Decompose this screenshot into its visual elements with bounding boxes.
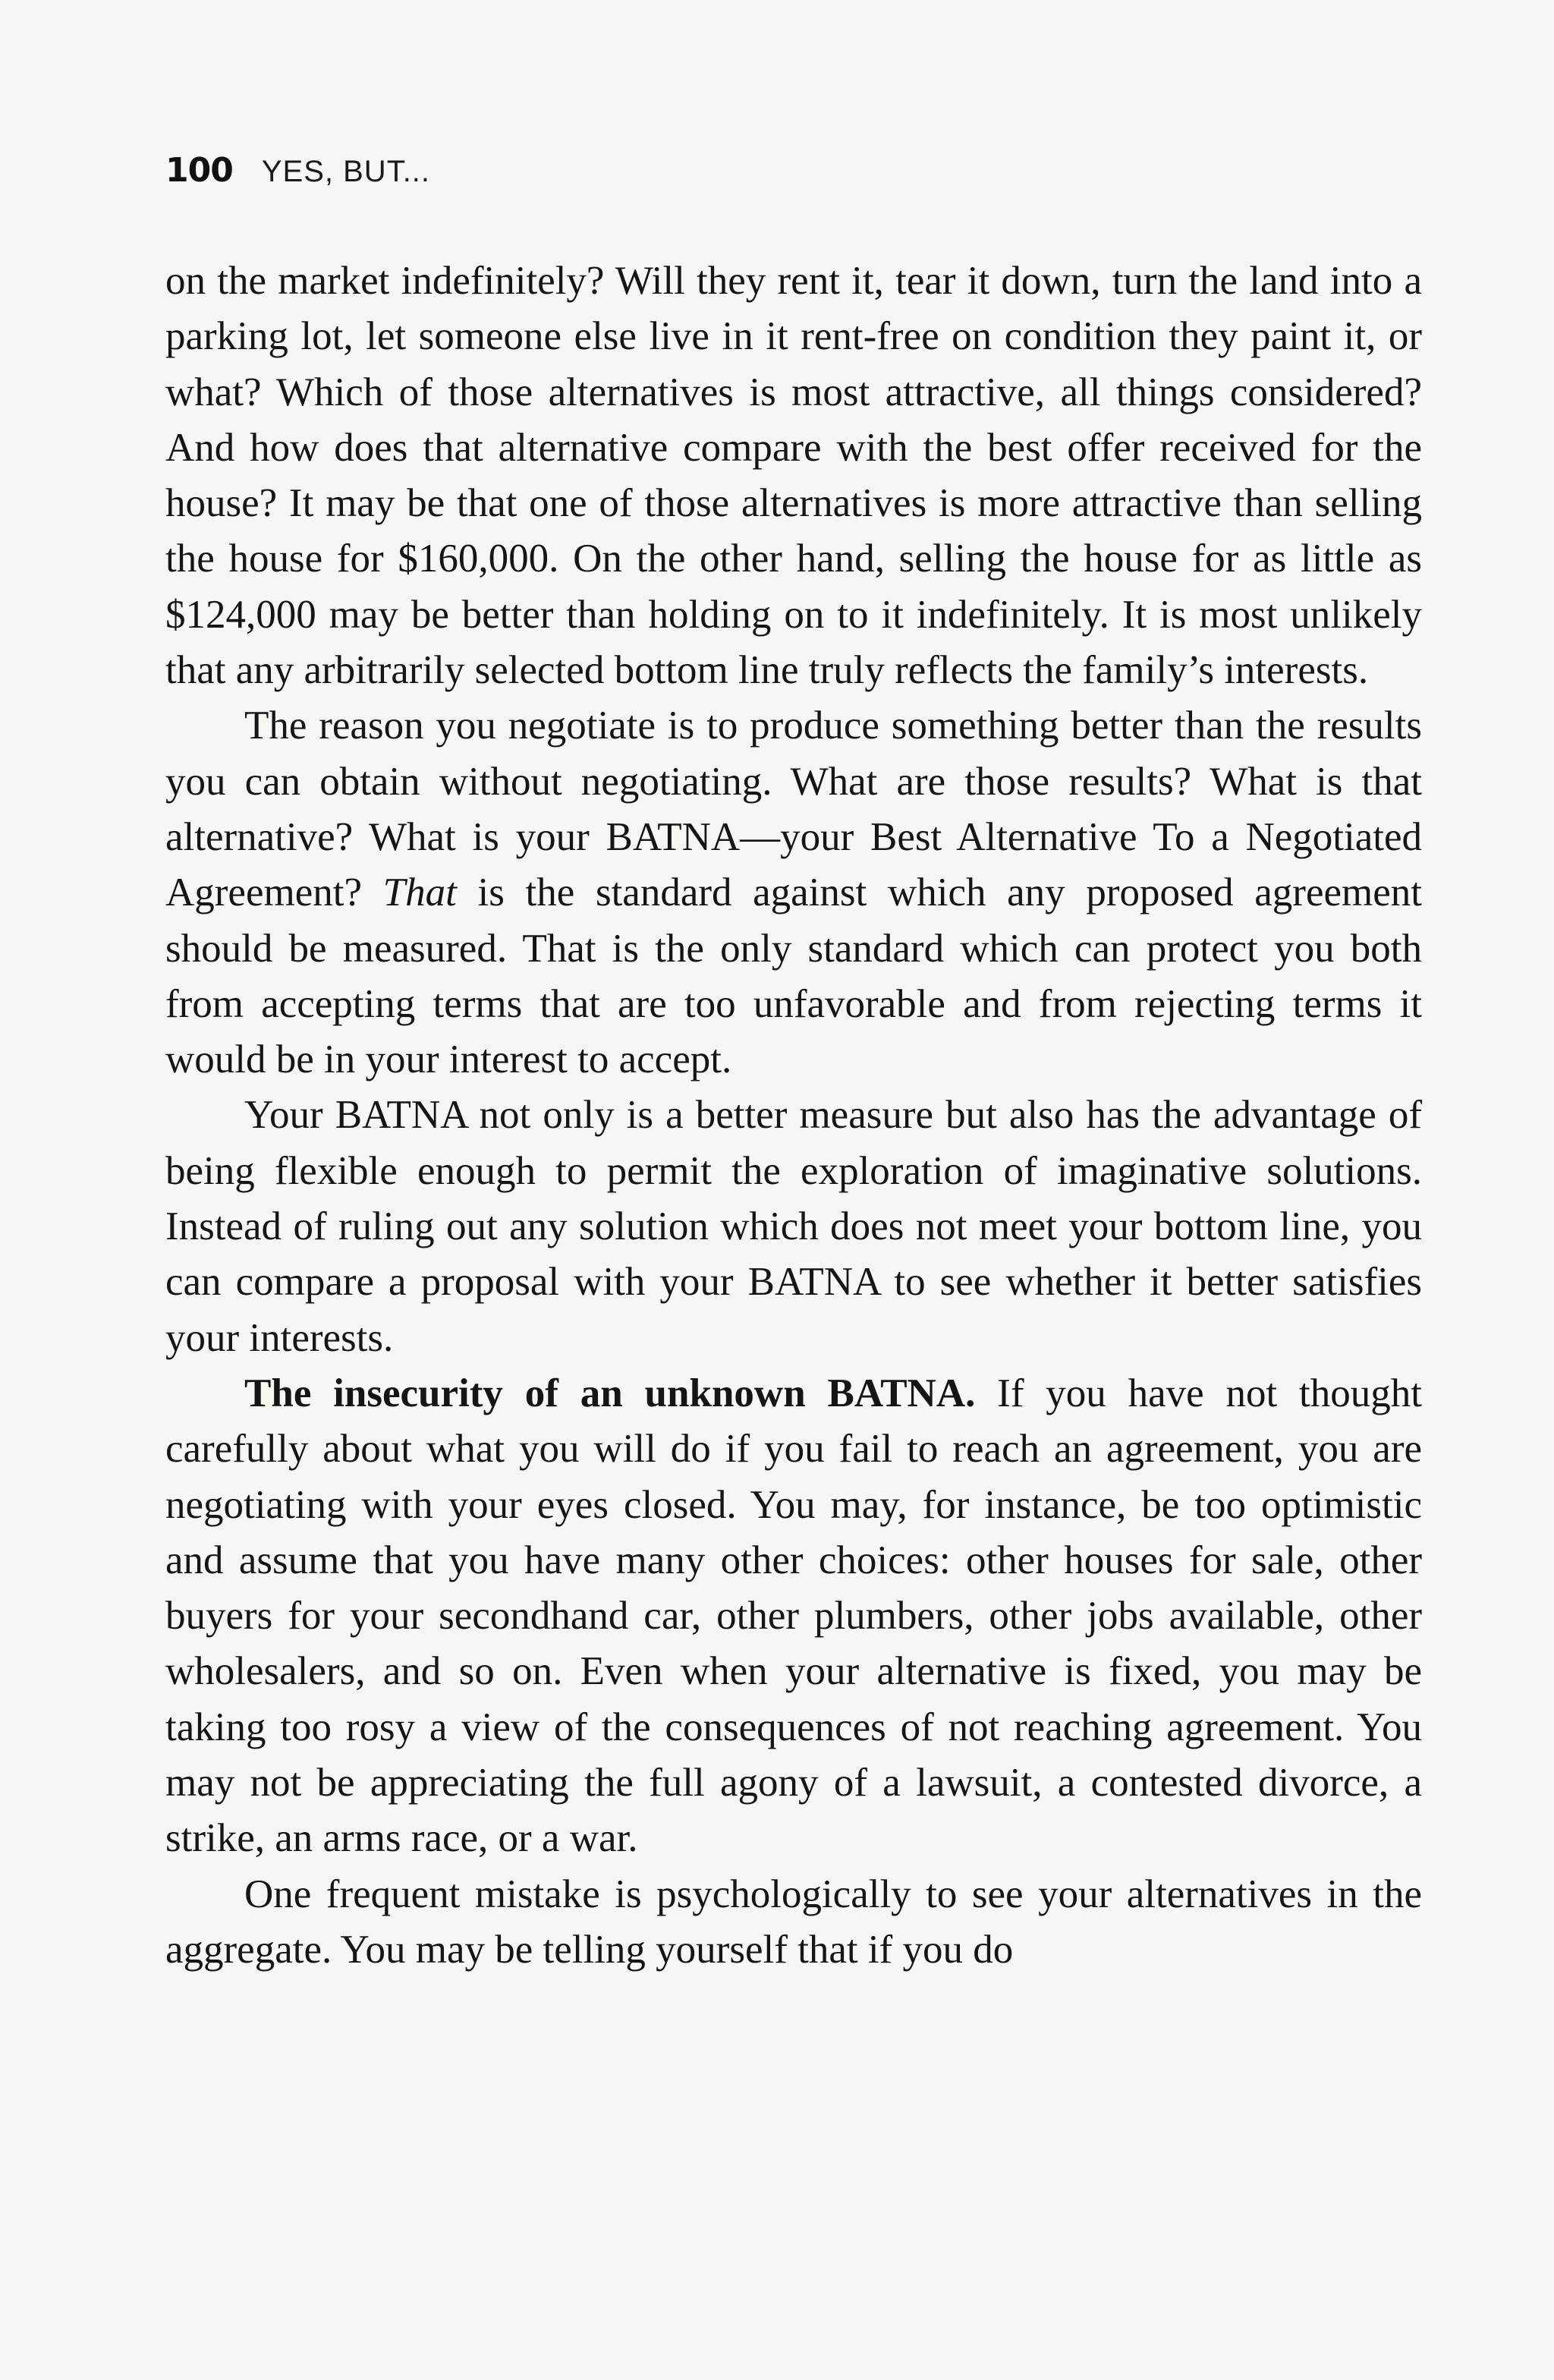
paragraph-text: The reason you negotiate is to produce something better than the results you can obtain without negotiating. What are those results? What is that alternative? What is your BATNA—your Best Alternative To a Negotiated Agreement? — [165, 704, 1422, 915]
emphasized-word: That — [382, 870, 457, 915]
body-text — [165, 253, 1422, 1978]
running-title: YES, BUT... — [261, 155, 431, 188]
run-in-heading: The insecurity of an unknown BATNA. — [244, 1371, 976, 1415]
paragraph-aggregate-mistake: One frequent mistake is psychologically to see your alternatives in the aggregate. You may be telling yourself that if you do — [165, 1872, 1422, 1972]
page-number: 100 — [165, 151, 233, 190]
running-head — [165, 144, 430, 197]
paragraph-text: If you have not thought carefully about what you will do if you fail to reach an agreement, you are negotiating with your eyes closed. You may, for instance, be too optimistic and assume that you have many other choices: other houses for sale, other buyers for your secondhand car, other plumbers, other jobs available, other wholesalers, and so on. Even when your alternative is fixed, you may be taking too rosy a view of the consequences of not reaching agreement. You may not be appreciating the full agony of a lawsuit, a contested divorce, a strike, an arms race, or a war. — [165, 1371, 1422, 1861]
paragraph-continuation: on the market indefinitely? Will they rent it, tear it down, turn the land into a parking lot, let someone else live in it rent-free on condition they paint it, or what? Which of those alternatives is most attractive, all things considered? And how does that alternative compare with the best offer received for the house? It may be that one of those alternatives is more attractive than selling the house for $160,000. On the other hand, selling the house for as little as $124,000 may be better than holding on to it indefinitely. It is most unlikely that any arbitrarily selected bottom line truly reflects the family’s interests. — [165, 259, 1422, 693]
paragraph-unknown-batna — [165, 1366, 1422, 1867]
paragraph-batna-definition — [165, 698, 1422, 1088]
paragraph-text: is the standard against which any proposed agreement should be measured. That is the only standard which can protect you both from accepting terms that are too unfavorable and from rejecting terms it would be in your interest to accept. — [165, 870, 1422, 1082]
paragraph-batna-flexibility: Your BATNA not only is a better measure but also has the advantage of being flexible enough to permit the exploration of imaginative solutions. Instead of ruling out any solution which does not meet your bottom line, you can compare a proposal with your BATNA to see whether it better satisfies your interests. — [165, 1093, 1422, 1360]
